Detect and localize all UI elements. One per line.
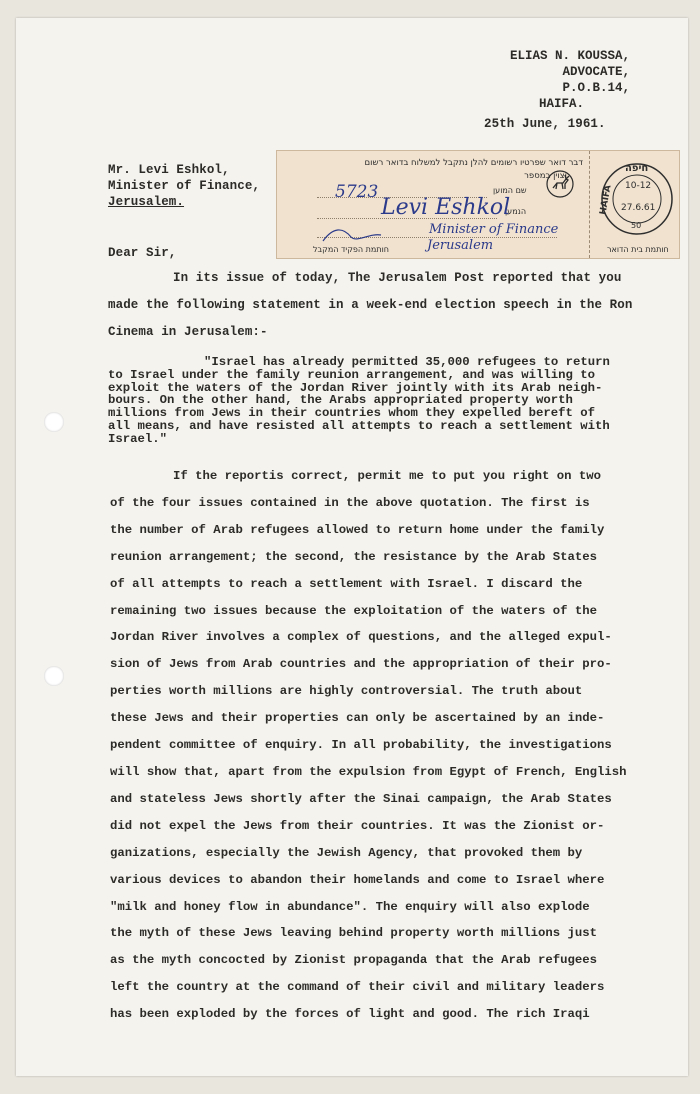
letter-date: 25th June, 1961. xyxy=(484,117,606,131)
quote-line: all means, and have resisted all attempts to reach a settlement with xyxy=(108,418,610,433)
body-line: as the myth concocted by Zionist propaganda that the Arab refugees xyxy=(110,953,598,968)
postmark xyxy=(597,157,675,253)
handwritten-line-3: Jerusalem xyxy=(427,238,494,253)
salutation: Dear Sir, xyxy=(108,246,177,260)
body-line: Jordan River involves a complex of questions, and the alleged expul- xyxy=(110,630,612,645)
body-line: If the reportis correct, permit me to put you right on two xyxy=(173,469,602,483)
body-line: and stateless Jews shortly after the Sinai campaign, the Arab States xyxy=(110,791,612,806)
sender-name-label: שם המוען xyxy=(493,186,527,195)
quote-line: bours. On the other hand, the Arabs appropriated property worth xyxy=(108,393,573,408)
handwritten-number: 5723 xyxy=(335,182,379,202)
punch-hole-top xyxy=(44,412,64,432)
body-line: ganizations, especially the Jewish Agency, that provoked them by xyxy=(110,845,583,860)
body-line: these Jews and their properties can only be ascertained by an inde- xyxy=(110,711,605,726)
body-line: has been exploded by the forces of light and good. The rich Iraqi xyxy=(110,1007,590,1022)
quotation-block xyxy=(108,356,688,446)
deer-emblem-icon xyxy=(545,169,575,199)
addressee-city: Jerusalem. xyxy=(108,195,185,209)
handwritten-line-2: Minister of Finance xyxy=(429,222,559,237)
handwritten-flourish xyxy=(321,223,401,245)
quote-line: "Israel has already permitted 35,000 refugees to return xyxy=(204,355,610,369)
quote-line: exploit the waters of the Jordan River jointly with its Arab neigh- xyxy=(108,380,603,395)
body-line: remaining two issues because the exploitation of the waters of the xyxy=(110,603,598,618)
punch-hole-bottom xyxy=(44,666,64,686)
body-line: reunion arrangement; the second, the resistance by the Arab States xyxy=(110,549,598,564)
slip-divider xyxy=(589,151,591,258)
sender-name: ELIAS N. KOUSSA, xyxy=(509,49,630,63)
body-line: the myth of these Jews leaving behind property worth millions just xyxy=(110,926,598,941)
body-paragraph xyxy=(110,463,685,1028)
postmark-hebrew-city: חיפה xyxy=(625,163,649,174)
receipt-header: דבר דואר שפרטיו רשומים להלן נתקבל למשלוח בדואר רשום xyxy=(364,158,583,168)
body-line: did not expel the Jews from their countries. It was the Zionist or- xyxy=(110,818,605,833)
addressee-position: Minister of Finance, xyxy=(108,179,261,193)
sender-pob: P.O.B.14, xyxy=(562,81,630,95)
registered-mail-receipt xyxy=(276,150,680,259)
intro-line: made the following statement in a week-end election speech in the Ron xyxy=(108,298,633,312)
body-line: "milk and honey flow in abundance". The enquiry will also explode xyxy=(110,899,590,914)
intro-line: Cinema in Jerusalem:- xyxy=(108,325,268,339)
addressee-label: הנמען xyxy=(505,207,527,216)
addressee-name: Mr. Levi Eshkol, xyxy=(108,163,230,177)
letterhead xyxy=(510,48,630,112)
quote-line: millions from Jews in their countries whom they expelled bereft of xyxy=(108,406,596,421)
body-line: various devices to abandon their homelands and come to Israel where xyxy=(110,872,605,887)
sender-title: ADVOCATE, xyxy=(562,65,630,79)
postmark-date: 27.6.61 xyxy=(621,203,656,213)
body-line: of the four issues contained in the above quotation. The first is xyxy=(110,495,590,510)
handwritten-addressee: Levi Eshkol xyxy=(381,195,511,220)
receipt-number-label: וצוין במספר xyxy=(524,171,567,181)
intro-line: In its issue of today, The Jerusalem Post reported that you xyxy=(173,271,622,285)
body-line: left the country at the command of their civil and military leaders xyxy=(110,980,605,995)
quote-line: Israel." xyxy=(108,431,168,446)
postmark-hours: 10-12 xyxy=(625,181,652,191)
post-office-stamp-label: חותמת בית הדואר xyxy=(607,245,669,254)
postmark-number: 50 xyxy=(631,221,642,230)
body-line: the number of Arab refugees allowed to return home under the family xyxy=(110,522,605,537)
body-line: perties worth millions are highly controversial. The truth about xyxy=(110,684,583,699)
body-line: sion of Jews from Arab countries and the appropriation of their pro- xyxy=(110,657,612,672)
body-line: of all attempts to reach a settlement with Israel. I discard the xyxy=(110,576,583,591)
quote-line: to Israel under the family reunion arrangement, and was willing to xyxy=(108,367,596,382)
clerk-stamp-label: חותמת הפקיד המקבל xyxy=(313,245,390,254)
body-line: will show that, apart from the expulsion from Egypt of French, English xyxy=(110,764,627,779)
postmark-city: HAIFA xyxy=(598,184,614,216)
sender-city: HAIFA. xyxy=(538,97,584,111)
body-line: pendent committee of enquiry. In all probability, the investigations xyxy=(110,738,612,753)
